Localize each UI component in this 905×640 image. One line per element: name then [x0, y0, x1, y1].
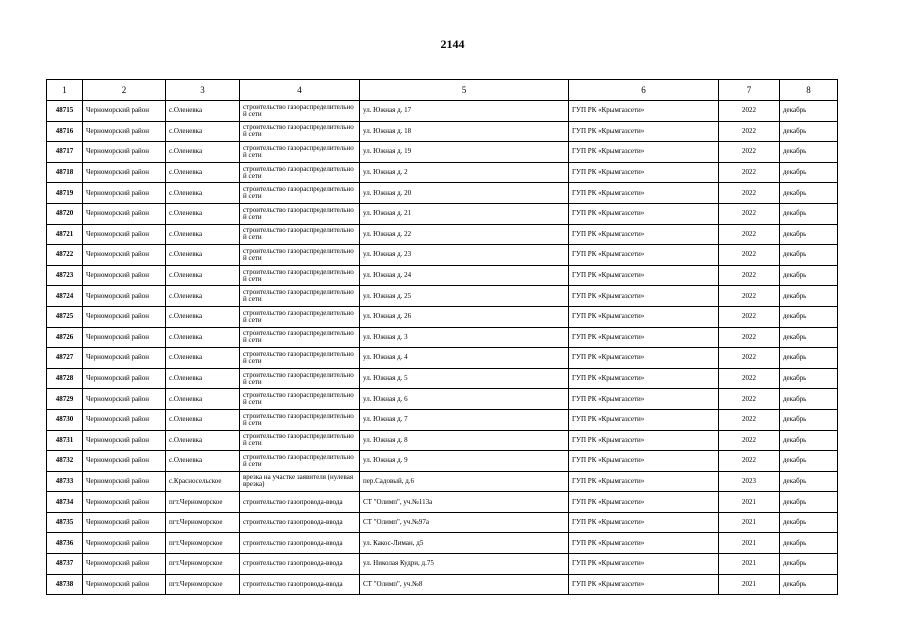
table-row [47, 101, 838, 122]
district-cell: Черноморский район [83, 554, 166, 575]
settlement-cell: с.Оленевка [166, 265, 240, 286]
year-cell: 2021 [719, 512, 780, 533]
table-row [47, 142, 838, 163]
organization-cell: ГУП РК «Крымгазсети» [569, 121, 719, 142]
year-cell: 2022 [719, 121, 780, 142]
settlement-cell: с.Оленевка [166, 142, 240, 163]
year-cell: 2022 [719, 101, 780, 122]
row-number-cell: 48725 [47, 306, 83, 327]
district-cell: Черноморский район [83, 121, 166, 142]
address-cell: СТ "Олимп", уч.№97а [360, 512, 569, 533]
table-row [47, 245, 838, 266]
address-cell: ул. Николая Кудри, д.75 [360, 554, 569, 575]
table-row [47, 389, 838, 410]
district-cell: Черноморский район [83, 286, 166, 307]
address-cell: ул. Южная д. 4 [360, 348, 569, 369]
year-cell: 2022 [719, 430, 780, 451]
address-cell: ул. Южная д. 18 [360, 121, 569, 142]
address-cell: пер.Садовый, д.6 [360, 471, 569, 492]
organization-cell: ГУП РК «Крымгазсети» [569, 265, 719, 286]
settlement-cell: с.Оленевка [166, 409, 240, 430]
month-cell: декабрь [780, 512, 838, 533]
column-header: 2 [83, 80, 166, 101]
organization-cell: ГУП РК «Крымгазсети» [569, 430, 719, 451]
table-row [47, 121, 838, 142]
work-type-cell: строительство газораспределительной сети [240, 286, 360, 307]
work-type-cell: строительство газопровода-ввода [240, 533, 360, 554]
month-cell: декабрь [780, 348, 838, 369]
row-number-cell: 48734 [47, 492, 83, 513]
row-number-cell: 48736 [47, 533, 83, 554]
year-cell: 2022 [719, 162, 780, 183]
month-cell: декабрь [780, 162, 838, 183]
month-cell: декабрь [780, 142, 838, 163]
month-cell: декабрь [780, 265, 838, 286]
address-cell: ул. Южная д. 9 [360, 451, 569, 472]
district-cell: Черноморский район [83, 142, 166, 163]
year-cell: 2023 [719, 471, 780, 492]
settlement-cell: с.Оленевка [166, 101, 240, 122]
row-number-cell: 48717 [47, 142, 83, 163]
work-type-cell: строительство газораспределительной сети [240, 348, 360, 369]
address-cell: ул. Южная д. 26 [360, 306, 569, 327]
address-cell: ул. Южная д. 23 [360, 245, 569, 266]
column-header: 8 [780, 80, 838, 101]
organization-cell: ГУП РК «Крымгазсети» [569, 327, 719, 348]
address-cell: ул. Какос-Лиман, д5 [360, 533, 569, 554]
month-cell: декабрь [780, 574, 838, 595]
month-cell: декабрь [780, 183, 838, 204]
organization-cell: ГУП РК «Крымгазсети» [569, 368, 719, 389]
work-type-cell: строительство газораспределительной сети [240, 368, 360, 389]
organization-cell: ГУП РК «Крымгазсети» [569, 471, 719, 492]
table-row [47, 203, 838, 224]
row-number-cell: 48720 [47, 203, 83, 224]
month-cell: декабрь [780, 430, 838, 451]
settlement-cell: с.Оленевка [166, 121, 240, 142]
month-cell: декабрь [780, 471, 838, 492]
table-row [47, 533, 838, 554]
work-type-cell: строительство газораспределительной сети [240, 389, 360, 410]
table-row [47, 286, 838, 307]
year-cell: 2022 [719, 183, 780, 204]
address-cell: ул. Южная д. 17 [360, 101, 569, 122]
work-type-cell: строительство газораспределительной сети [240, 245, 360, 266]
settlement-cell: с.Оленевка [166, 389, 240, 410]
address-cell: ул. Южная д. 22 [360, 224, 569, 245]
column-header: 5 [360, 80, 569, 101]
settlement-cell: с.Оленевка [166, 245, 240, 266]
table-row [47, 409, 838, 430]
table-row [47, 574, 838, 595]
district-cell: Черноморский район [83, 183, 166, 204]
work-type-cell: строительство газораспределительной сети [240, 224, 360, 245]
organization-cell: ГУП РК «Крымгазсети» [569, 224, 719, 245]
table-row [47, 265, 838, 286]
year-cell: 2022 [719, 327, 780, 348]
row-number-cell: 48729 [47, 389, 83, 410]
organization-cell: ГУП РК «Крымгазсети» [569, 574, 719, 595]
month-cell: декабрь [780, 224, 838, 245]
row-number-cell: 48735 [47, 512, 83, 533]
district-cell: Черноморский район [83, 451, 166, 472]
settlement-cell: с.Оленевка [166, 224, 240, 245]
address-cell: ул. Южная д. 19 [360, 142, 569, 163]
table-row [47, 306, 838, 327]
settlement-cell: с.Оленевка [166, 430, 240, 451]
work-type-cell: строительство газопровода-ввода [240, 574, 360, 595]
row-number-cell: 48733 [47, 471, 83, 492]
organization-cell: ГУП РК «Крымгазсети» [569, 389, 719, 410]
month-cell: декабрь [780, 389, 838, 410]
month-cell: декабрь [780, 409, 838, 430]
row-number-cell: 48715 [47, 101, 83, 122]
district-cell: Черноморский район [83, 409, 166, 430]
row-number-cell: 48721 [47, 224, 83, 245]
district-cell: Черноморский район [83, 265, 166, 286]
row-number-cell: 48738 [47, 574, 83, 595]
district-cell: Черноморский район [83, 224, 166, 245]
month-cell: декабрь [780, 245, 838, 266]
table-header [47, 80, 838, 101]
work-type-cell: строительство газораспределительной сети [240, 306, 360, 327]
year-cell: 2022 [719, 203, 780, 224]
address-cell: ул. Южная д. 21 [360, 203, 569, 224]
settlement-cell: с.Оленевка [166, 203, 240, 224]
work-type-cell: строительство газораспределительной сети [240, 101, 360, 122]
year-cell: 2021 [719, 554, 780, 575]
address-cell: ул. Южная д. 8 [360, 430, 569, 451]
work-type-cell: строительство газораспределительной сети [240, 183, 360, 204]
address-cell: ул. Южная д. 6 [360, 389, 569, 410]
address-cell: ул. Южная д. 20 [360, 183, 569, 204]
row-number-cell: 48719 [47, 183, 83, 204]
district-cell: Черноморский район [83, 574, 166, 595]
settlement-cell: с.Оленевка [166, 286, 240, 307]
settlement-cell: пгт.Черноморское [166, 554, 240, 575]
year-cell: 2021 [719, 574, 780, 595]
column-header: 3 [166, 80, 240, 101]
work-type-cell: строительство газораспределительной сети [240, 142, 360, 163]
settlement-cell: с.Оленевка [166, 451, 240, 472]
table-row [47, 471, 838, 492]
table-row [47, 368, 838, 389]
row-number-cell: 48718 [47, 162, 83, 183]
year-cell: 2022 [719, 306, 780, 327]
work-type-cell: строительство газораспределительной сети [240, 162, 360, 183]
organization-cell: ГУП РК «Крымгазсети» [569, 554, 719, 575]
work-type-cell: строительство газораспределительной сети [240, 265, 360, 286]
table-row [47, 348, 838, 369]
month-cell: декабрь [780, 368, 838, 389]
settlement-cell: пгт.Черноморское [166, 574, 240, 595]
register-table [46, 79, 838, 595]
address-cell: СТ "Олимп", уч.№8 [360, 574, 569, 595]
settlement-cell: с.Красносельское [166, 471, 240, 492]
table-row [47, 554, 838, 575]
year-cell: 2022 [719, 265, 780, 286]
month-cell: декабрь [780, 203, 838, 224]
district-cell: Черноморский район [83, 368, 166, 389]
district-cell: Черноморский район [83, 245, 166, 266]
district-cell: Черноморский район [83, 512, 166, 533]
settlement-cell: с.Оленевка [166, 183, 240, 204]
organization-cell: ГУП РК «Крымгазсети» [569, 142, 719, 163]
work-type-cell: строительство газораспределительной сети [240, 430, 360, 451]
month-cell: декабрь [780, 533, 838, 554]
organization-cell: ГУП РК «Крымгазсети» [569, 183, 719, 204]
row-number-cell: 48722 [47, 245, 83, 266]
organization-cell: ГУП РК «Крымгазсети» [569, 101, 719, 122]
settlement-cell: с.Оленевка [166, 348, 240, 369]
year-cell: 2022 [719, 348, 780, 369]
table-row [47, 492, 838, 513]
organization-cell: ГУП РК «Крымгазсети» [569, 286, 719, 307]
district-cell: Черноморский район [83, 533, 166, 554]
table-row [47, 327, 838, 348]
district-cell: Черноморский район [83, 101, 166, 122]
page-number: 2144 [440, 37, 465, 51]
year-cell: 2022 [719, 245, 780, 266]
month-cell: декабрь [780, 121, 838, 142]
work-type-cell: строительство газораспределительной сети [240, 409, 360, 430]
district-cell: Черноморский район [83, 430, 166, 451]
column-header: 4 [240, 80, 360, 101]
table-row [47, 183, 838, 204]
year-cell: 2022 [719, 286, 780, 307]
address-cell: ул. Южная д. 3 [360, 327, 569, 348]
table-row [47, 451, 838, 472]
organization-cell: ГУП РК «Крымгазсети» [569, 162, 719, 183]
month-cell: декабрь [780, 286, 838, 307]
address-cell: ул. Южная д. 2 [360, 162, 569, 183]
row-number-cell: 48716 [47, 121, 83, 142]
organization-cell: ГУП РК «Крымгазсети» [569, 451, 719, 472]
organization-cell: ГУП РК «Крымгазсети» [569, 306, 719, 327]
month-cell: декабрь [780, 306, 838, 327]
row-number-cell: 48731 [47, 430, 83, 451]
work-type-cell: врезка на участке заявителя (нулевая врезка) [240, 471, 360, 492]
district-cell: Черноморский район [83, 203, 166, 224]
organization-cell: ГУП РК «Крымгазсети» [569, 245, 719, 266]
row-number-cell: 48730 [47, 409, 83, 430]
settlement-cell: пгт.Черноморское [166, 492, 240, 513]
settlement-cell: пгт.Черноморское [166, 533, 240, 554]
table-row [47, 224, 838, 245]
table-row [47, 430, 838, 451]
month-cell: декабрь [780, 101, 838, 122]
year-cell: 2022 [719, 409, 780, 430]
year-cell: 2022 [719, 142, 780, 163]
table-body [47, 101, 838, 595]
row-number-cell: 48727 [47, 348, 83, 369]
year-cell: 2022 [719, 368, 780, 389]
column-header: 6 [569, 80, 719, 101]
settlement-cell: с.Оленевка [166, 368, 240, 389]
organization-cell: ГУП РК «Крымгазсети» [569, 409, 719, 430]
work-type-cell: строительство газопровода-ввода [240, 512, 360, 533]
row-number-cell: 48723 [47, 265, 83, 286]
month-cell: декабрь [780, 451, 838, 472]
settlement-cell: пгт.Черноморское [166, 512, 240, 533]
row-number-cell: 48726 [47, 327, 83, 348]
table-row [47, 512, 838, 533]
district-cell: Черноморский район [83, 162, 166, 183]
year-cell: 2022 [719, 451, 780, 472]
district-cell: Черноморский район [83, 492, 166, 513]
work-type-cell: строительство газораспределительной сети [240, 451, 360, 472]
column-header: 1 [47, 80, 83, 101]
settlement-cell: с.Оленевка [166, 162, 240, 183]
organization-cell: ГУП РК «Крымгазсети» [569, 203, 719, 224]
district-cell: Черноморский район [83, 348, 166, 369]
district-cell: Черноморский район [83, 389, 166, 410]
month-cell: декабрь [780, 492, 838, 513]
address-cell: ул. Южная д. 25 [360, 286, 569, 307]
work-type-cell: строительство газораспределительной сети [240, 121, 360, 142]
year-cell: 2022 [719, 224, 780, 245]
row-number-cell: 48728 [47, 368, 83, 389]
year-cell: 2022 [719, 389, 780, 410]
column-header: 7 [719, 80, 780, 101]
address-cell: ул. Южная д. 5 [360, 368, 569, 389]
work-type-cell: строительство газопровода-ввода [240, 492, 360, 513]
work-type-cell: строительство газораспределительной сети [240, 327, 360, 348]
address-cell: ул. Южная д. 24 [360, 265, 569, 286]
settlement-cell: с.Оленевка [166, 306, 240, 327]
organization-cell: ГУП РК «Крымгазсети» [569, 533, 719, 554]
district-cell: Черноморский район [83, 471, 166, 492]
work-type-cell: строительство газопровода-ввода [240, 554, 360, 575]
header-row [47, 80, 838, 101]
district-cell: Черноморский район [83, 306, 166, 327]
month-cell: декабрь [780, 554, 838, 575]
row-number-cell: 48737 [47, 554, 83, 575]
work-type-cell: строительство газораспределительной сети [240, 203, 360, 224]
organization-cell: ГУП РК «Крымгазсети» [569, 492, 719, 513]
year-cell: 2021 [719, 533, 780, 554]
row-number-cell: 48732 [47, 451, 83, 472]
address-cell: ул. Южная д. 7 [360, 409, 569, 430]
row-number-cell: 48724 [47, 286, 83, 307]
settlement-cell: с.Оленевка [166, 327, 240, 348]
table-row [47, 162, 838, 183]
district-cell: Черноморский район [83, 327, 166, 348]
month-cell: декабрь [780, 327, 838, 348]
year-cell: 2021 [719, 492, 780, 513]
organization-cell: ГУП РК «Крымгазсети» [569, 348, 719, 369]
organization-cell: ГУП РК «Крымгазсети» [569, 512, 719, 533]
address-cell: СТ "Олимп", уч.№113а [360, 492, 569, 513]
